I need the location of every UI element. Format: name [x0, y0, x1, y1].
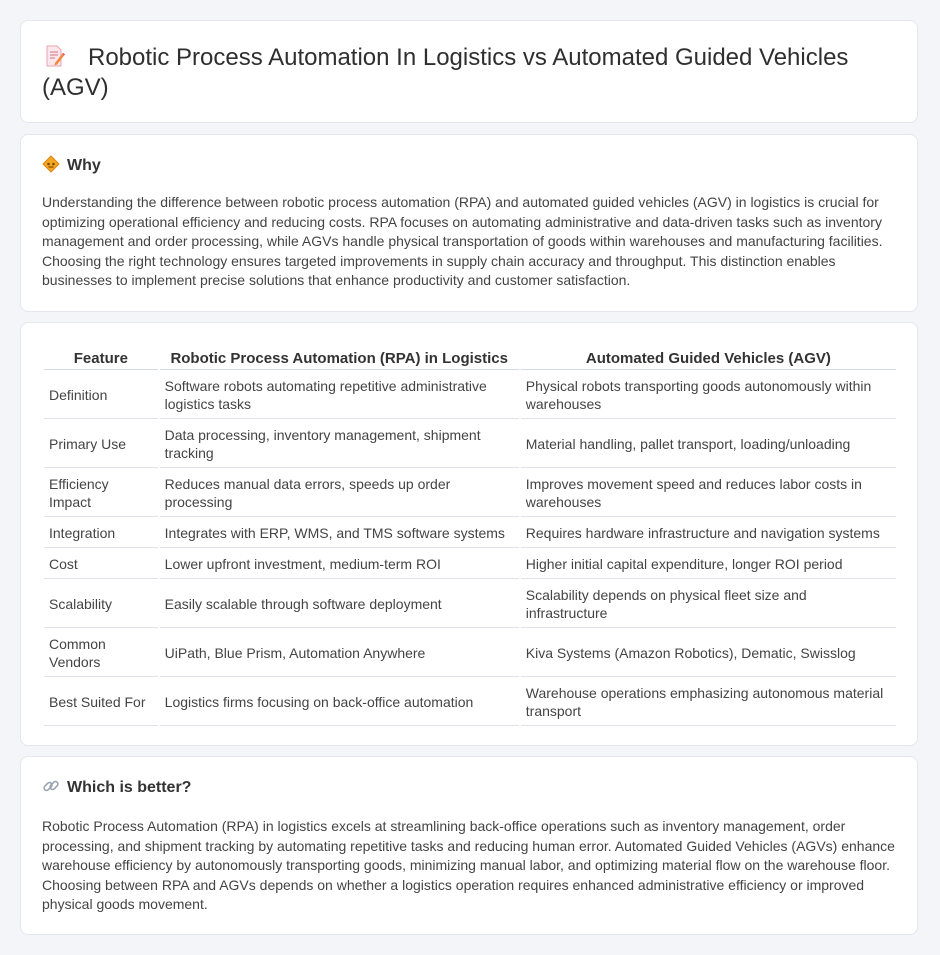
rpa-cell: Data processing, inventory management, shipment tracking: [160, 421, 519, 468]
feature-cell: Integration: [44, 519, 158, 548]
link-icon: [42, 777, 60, 795]
title-card: [20, 20, 918, 123]
rpa-cell: Easily scalable through software deployment: [160, 581, 519, 628]
table-row: [44, 421, 896, 468]
agv-cell: Physical robots transporting goods autonomously within warehouses: [521, 372, 896, 419]
header-rpa: Robotic Process Automation (RPA) in Logistics: [160, 345, 519, 370]
comparison-table: [42, 343, 898, 728]
which-is-better-section: [20, 756, 918, 935]
feature-cell: Best Suited For: [44, 679, 158, 726]
table-header-row: [44, 345, 896, 370]
feature-cell: Primary Use: [44, 421, 158, 468]
feature-cell: Cost: [44, 550, 158, 579]
table-row: [44, 630, 896, 677]
why-text: Understanding the difference between robotic process automation (RPA) and automated guided vehicles (AGV) in logistics is crucial for optimizing operational efficiency and reducing costs. RPA focuses on automating administrative and data-driven tasks such as inventory management and order processing, while AGVs handle physical transportation of goods within warehouses and manufacturing facilities. Choosing the right technology ensures targeted improvements in supply chain accuracy and throughput. This distinction enables businesses to implement precise solutions that enhance productivity and customer satisfaction.: [42, 194, 883, 289]
rpa-cell: Software robots automating repetitive administrative logistics tasks: [160, 372, 519, 419]
which-is-better-heading: [42, 777, 191, 799]
table-row: [44, 470, 896, 517]
rpa-cell: Lower upfront investment, medium-term ROI: [160, 550, 519, 579]
agv-cell: Kiva Systems (Amazon Robotics), Dematic, Swisslog: [521, 630, 896, 677]
table-row: [44, 519, 896, 548]
header-feature: Feature: [44, 345, 158, 370]
table-row: [44, 550, 896, 579]
which-is-better-text: Robotic Process Automation (RPA) in logistics excels at streamlining back-office operations such as inventory management, order processing, and shipment tracking by automating repetitive tasks and reducing human error. Automated Guided Vehicles (AGVs) enhance warehouse efficiency by autonomously transporting goods, minimizing manual labor, and optimizing material flow on the warehouse floor. Choosing between RPA and AGVs depends on whether a logistics operation requires enhanced administrative efficiency or improved physical goods movement.: [42, 818, 895, 913]
agv-cell: Requires hardware infrastructure and navigation systems: [521, 519, 896, 548]
why-heading-text: Why: [67, 157, 101, 174]
rpa-cell: Logistics firms focusing on back-office automation: [160, 679, 519, 726]
table-row: [44, 581, 896, 628]
page-title: [42, 43, 892, 103]
table-row: [44, 679, 896, 726]
document-pencil-icon: [42, 44, 66, 68]
comparison-section: [20, 322, 918, 746]
rpa-cell: UiPath, Blue Prism, Automation Anywhere: [160, 630, 519, 677]
feature-cell: Efficiency Impact: [44, 470, 158, 517]
rpa-cell: Integrates with ERP, WMS, and TMS software systems: [160, 519, 519, 548]
agv-cell: Warehouse operations emphasizing autonomous material transport: [521, 679, 896, 726]
feature-cell: Definition: [44, 372, 158, 419]
why-heading: [42, 155, 101, 177]
table-row: [44, 372, 896, 419]
rpa-cell: Reduces manual data errors, speeds up order processing: [160, 470, 519, 517]
diamond-sign-icon: [42, 155, 60, 173]
page-title-text: Robotic Process Automation In Logistics vs Automated Guided Vehicles (AGV): [42, 44, 849, 101]
agv-cell: Material handling, pallet transport, loading/unloading: [521, 421, 896, 468]
agv-cell: Scalability depends on physical fleet size and infrastructure: [521, 581, 896, 628]
feature-cell: Scalability: [44, 581, 158, 628]
feature-cell: Common Vendors: [44, 630, 158, 677]
agv-cell: Improves movement speed and reduces labor costs in warehouses: [521, 470, 896, 517]
agv-cell: Higher initial capital expenditure, longer ROI period: [521, 550, 896, 579]
header-agv: Automated Guided Vehicles (AGV): [521, 345, 896, 370]
which-is-better-heading-text: Which is better?: [67, 779, 192, 796]
why-section: [20, 134, 918, 312]
